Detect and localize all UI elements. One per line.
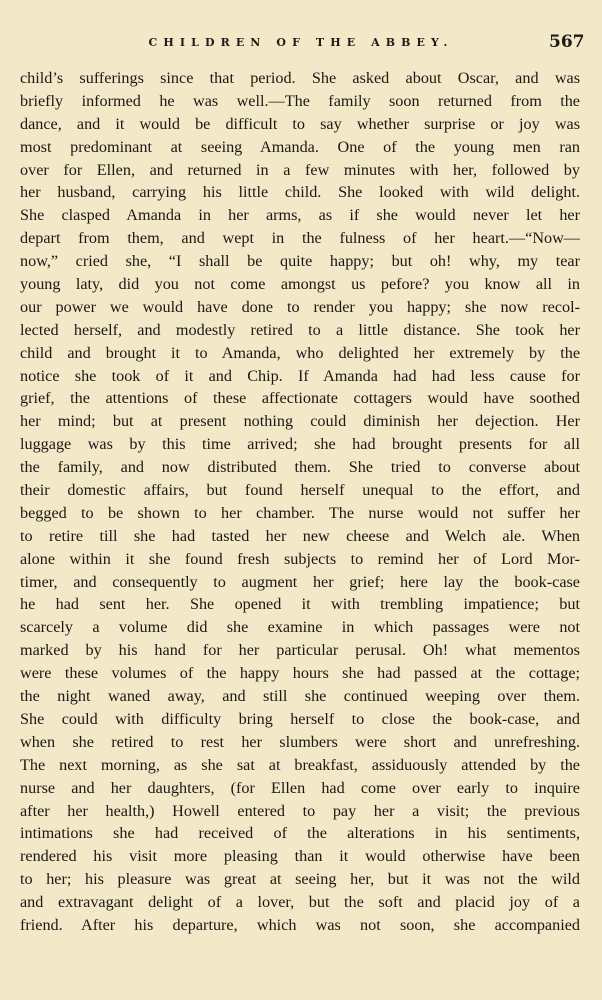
text-line: timer, and consequently to augment her grief; here lay the book-case — [20, 572, 580, 591]
text-line: child and brought it to Amanda, who delighted her extremely by the — [20, 343, 580, 362]
text-line: briefly informed he was well.—The family soon returned from the — [20, 91, 580, 110]
text-line: She clasped Amanda in her arms, as if she would never let her — [20, 206, 580, 225]
running-title: CHILDREN OF THE ABBEY. — [148, 36, 454, 49]
text-line: She could with difficulty bring herself to close the book-case, and — [20, 709, 580, 728]
text-line: were these volumes of the happy hours she had passed at the cottage; — [20, 664, 580, 683]
text-line: luggage was by this time arrived; she had brought presents for all — [20, 435, 580, 454]
text-line: our power we would have done to render you happy; she now recol- — [20, 297, 580, 316]
text-line: her mind; but at present nothing could diminish her dejection. Her — [20, 412, 580, 431]
text-line: young laty, did you not come amongst us pefore? you know all in — [20, 275, 580, 294]
text-line: nurse and her daughters, (for Ellen had come over early to inquire — [20, 778, 580, 797]
text-line: to retire till she had tasted her new cheese and Welch ale. When — [20, 526, 580, 545]
text-line: he had sent her. She opened it with trembling impatience; but — [20, 595, 580, 614]
text-line: The next morning, as she sat at breakfast, assiduously attended by the — [20, 755, 580, 774]
text-line: dance, and it would be difficult to say whether surprise or joy was — [20, 114, 580, 133]
text-line: grief, the attentions of these affectionate cottagers would have soothed — [20, 389, 580, 408]
text-line: now,” cried she, “I shall be quite happy; but oh! why, my tear — [20, 252, 580, 271]
text-line: notice she took of it and Chip. If Amanda had had less cause for — [20, 366, 580, 385]
text-line: marked by his hand for her particular perusal. Oh! what mementos — [20, 641, 580, 660]
text-line: and extravagant delight of a lover, but the soft and placid joy of a — [20, 893, 580, 912]
text-line: begged to be shown to her chamber. The nurse would not suffer her — [20, 503, 580, 522]
text-line: intimations she had received of the alterations in his sentiments, — [20, 824, 580, 843]
text-line: when she retired to rest her slumbers were short and unrefreshing. — [20, 732, 580, 751]
page-number: 567 — [549, 32, 585, 52]
text-line: to her; his pleasure was great at seeing her, but it was not the wild — [20, 870, 580, 889]
text-line: friend. After his departure, which was not soon, she accompanied — [20, 915, 580, 934]
text-line: rendered his visit more pleasing than it would otherwise have been — [20, 847, 580, 866]
text-line: over for Ellen, and returned in a few minutes with her, followed by — [20, 160, 580, 179]
text-line: child’s sufferings since that period. She asked about Oscar, and was — [20, 69, 580, 87]
text-line: her husband, carrying his little child. She looked with wild delight. — [20, 183, 580, 202]
running-header — [0, 33, 602, 53]
text-line: most predominant at seeing Amanda. One of the young men ran — [20, 137, 580, 156]
text-line: their domestic affairs, but found herself unequal to the effort, and — [20, 481, 580, 500]
text-line: scarcely a volume did she examine in which passages were not — [20, 618, 580, 637]
text-line: alone within it she found fresh subjects to remind her of Lord Mor- — [20, 549, 580, 568]
text-line: depart from them, and wept in the fulness of her heart.—“Now— — [20, 229, 580, 248]
text-line: lected herself, and modestly retired to a little distance. She took her — [20, 320, 580, 339]
text-line: the family, and now distributed them. She tried to converse about — [20, 458, 580, 477]
text-line: after her health,) Howell entered to pay her a visit; the previous — [20, 801, 580, 820]
body-text — [20, 67, 580, 937]
text-line: the night waned away, and still she continued weeping over them. — [20, 687, 580, 706]
